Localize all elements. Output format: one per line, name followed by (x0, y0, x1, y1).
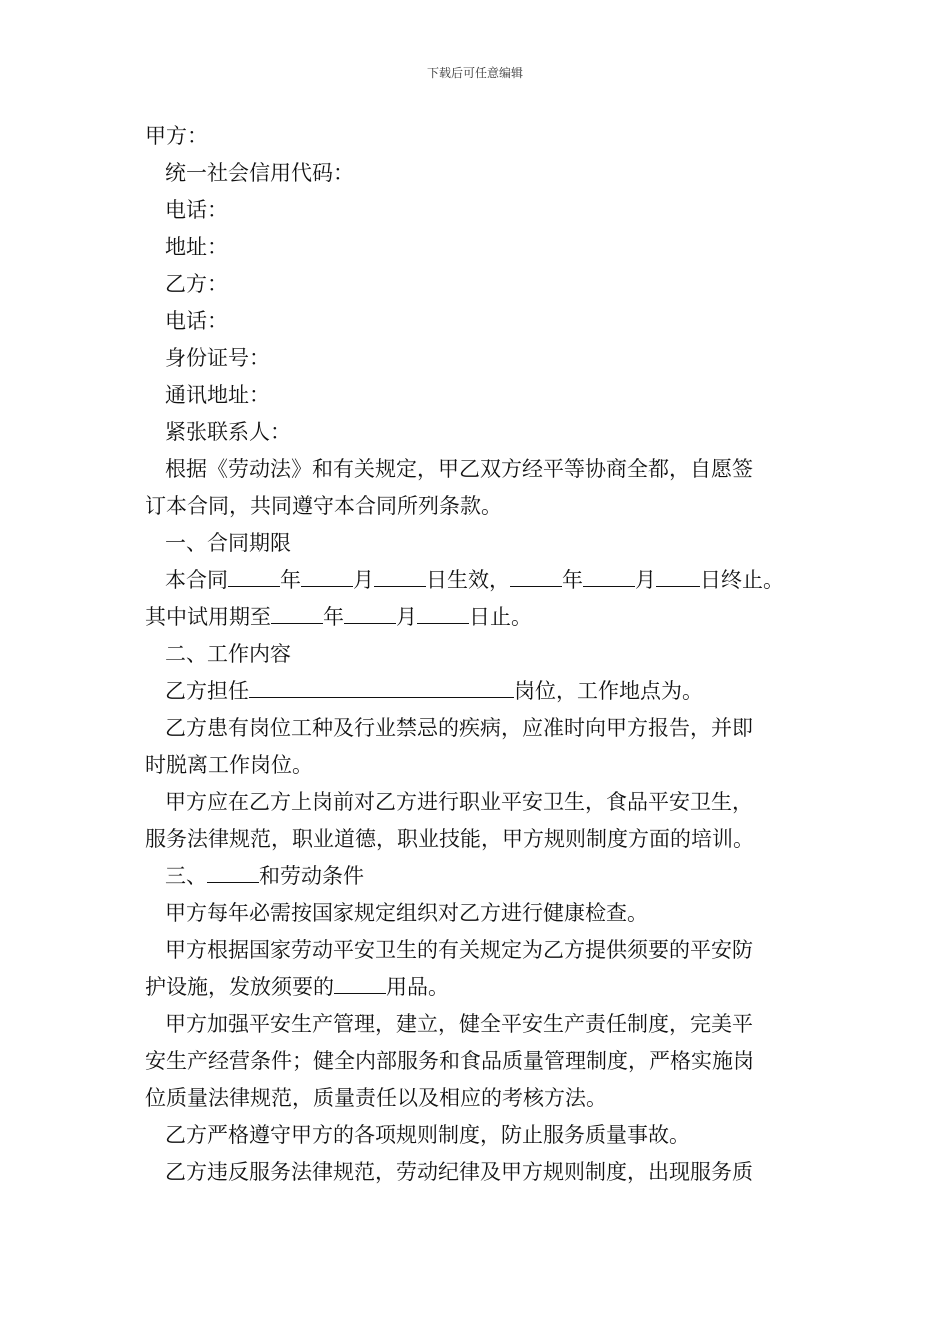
section-3-paragraph-3-line-1: 甲方加强平安生产管理，建立，健全平安生产责任制度，完美平 (165, 1012, 753, 1036)
address-a-label: 地址： (165, 235, 228, 259)
contract-body (145, 118, 835, 1191)
protection-text: 护设施，发放须要的 (145, 975, 334, 999)
contract-term-line (145, 562, 835, 599)
probation-year-blank (271, 601, 323, 624)
probation-month-blank (344, 601, 396, 624)
protection-text: 用品。 (386, 975, 449, 999)
section-3-title-text: 和劳动条件 (259, 864, 364, 888)
id-number-label: 身份证号： (165, 346, 270, 370)
protection-blank (334, 971, 386, 994)
term-start-month-blank (301, 564, 353, 587)
term-text: 本合同 (165, 568, 228, 592)
section-2-paragraph-1-line-2: 时脱离工作岗位。 (145, 753, 313, 777)
probation-day-blank (417, 601, 469, 624)
post-text: 乙方担任 (165, 679, 249, 703)
section-3-paragraph-2-line-1: 甲方根据国家劳动平安卫生的有关规定为乙方提供须要的平安防 (165, 938, 753, 962)
post-line (145, 673, 835, 710)
post-blank (249, 675, 514, 698)
term-text: 月 (635, 568, 656, 592)
section-3-title (145, 858, 835, 895)
phone-b-label: 电话： (165, 309, 228, 333)
section-2-paragraph-2-line-1: 甲方应在乙方上岗前对乙方进行职业平安卫生，食品平安卫生， (165, 790, 753, 814)
term-text: 日生效， (426, 568, 510, 592)
preamble-line-2: 订本合同，共同遵守本合同所列条款。 (145, 494, 502, 518)
probation-text: 月 (396, 605, 417, 629)
party-a-label: 甲方： (145, 124, 208, 148)
section-3-paragraph-1: 甲方每年必需按国家规定组织对乙方进行健康检查。 (165, 901, 648, 925)
section-3-paragraph-3-line-3: 位质量法律规范，质量责任以及相应的考核方法。 (145, 1086, 607, 1110)
post-text: 岗位，工作地点为。 (514, 679, 703, 703)
preamble-line-1: 根据《劳动法》和有关规定，甲乙双方经平等协商全都，自愿签 (165, 457, 753, 481)
section-3-paragraph-5: 乙方违反服务法律规范，劳动纪律及甲方规则制度，出现服务质 (165, 1160, 753, 1184)
term-start-day-blank (374, 564, 426, 587)
section-3-title-text: 三、 (165, 864, 207, 888)
section-3-paragraph-4: 乙方严格遵守甲方的各项规则制度，防止服务质量事故。 (165, 1123, 690, 1147)
section-2-paragraph-1-line-1: 乙方患有岗位工种及行业禁忌的疾病，应准时向甲方报告，并即 (165, 716, 753, 740)
section-3-paragraph-2-line-2 (145, 969, 835, 1006)
section-2-title: 二、工作内容 (165, 642, 291, 666)
phone-a-label: 电话： (165, 198, 228, 222)
probation-line (145, 599, 835, 636)
term-text: 月 (353, 568, 374, 592)
mail-address-label: 通讯地址： (165, 383, 270, 407)
section-1-title: 一、合同期限 (165, 531, 291, 555)
term-start-year-blank (228, 564, 280, 587)
probation-text: 年 (323, 605, 344, 629)
term-text: 年 (280, 568, 301, 592)
section-2-paragraph-2-line-2: 服务法律规范，职业道德，职业技能，甲方规则制度方面的培训。 (145, 827, 754, 851)
term-end-month-blank (583, 564, 635, 587)
credit-code-label: 统一社会信用代码： (165, 161, 354, 185)
term-end-day-blank (656, 564, 700, 587)
section-3-paragraph-3-line-2: 安生产经营条件；健全内部服务和食品质量管理制度，严格实施岗 (145, 1049, 754, 1073)
probation-text: 日止。 (469, 605, 532, 629)
party-b-label: 乙方： (165, 272, 228, 296)
emergency-contact-label: 紧张联系人： (165, 420, 291, 444)
term-text: 年 (562, 568, 583, 592)
term-end-year-blank (510, 564, 562, 587)
term-text: 日终止。 (700, 568, 784, 592)
section-3-title-blank (207, 860, 259, 883)
probation-text: 其中试用期至 (145, 605, 271, 629)
header-note: 下载后可任意编辑 (426, 66, 523, 80)
